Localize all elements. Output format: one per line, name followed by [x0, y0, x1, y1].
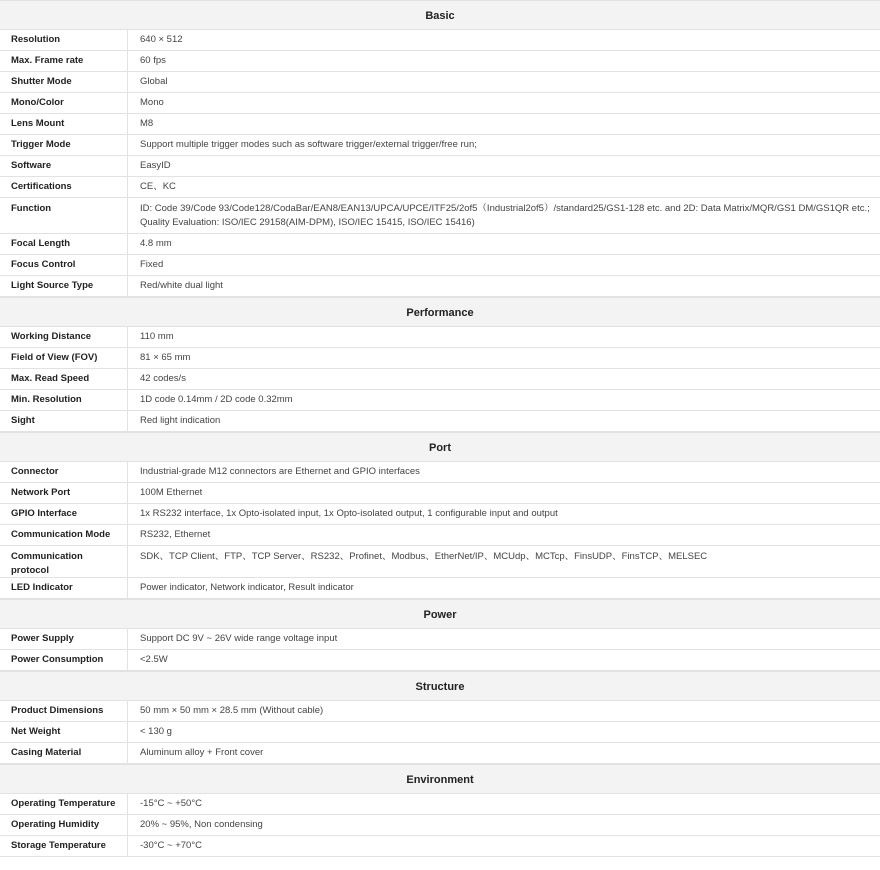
spec-value: ID: Code 39/Code 93/Code128/CodaBar/EAN8/EAN13/UPCA/UPCE/ITF25/2of5（Industrial2of5）/standard25/GS1-128 etc. and 2D: Data Matrix/MQR/GS1 DM/GS1QR etc.; Quality Evaluation: ISO/IEC 29158(AIM-DPM), ISO/IEC 15415, ISO/IEC 15416)	[140, 203, 870, 228]
spec-value: CE、KC	[140, 181, 176, 192]
table-row	[0, 327, 880, 348]
spec-value: Industrial-grade M12 connectors are Ethernet and GPIO interfaces	[140, 466, 420, 477]
section-header-power: Power	[0, 599, 880, 629]
table-row	[0, 743, 880, 764]
table-row	[0, 411, 880, 432]
spec-value: < 130 g	[140, 726, 172, 737]
spec-value: EasyID	[140, 160, 171, 171]
spec-value: -30°C ~ +70°C	[140, 840, 202, 851]
table-row	[0, 255, 880, 276]
spec-value: -15°C ~ +50°C	[140, 798, 202, 809]
spec-label: Sight	[0, 411, 128, 431]
table-row	[0, 30, 880, 51]
spec-label: Power Consumption	[0, 650, 128, 670]
spec-value: 110 mm	[140, 331, 174, 342]
spec-value: 50 mm × 50 mm × 28.5 mm (Without cable)	[140, 705, 324, 716]
table-row	[0, 722, 880, 743]
spec-value: Red/white dual light	[140, 280, 223, 291]
spec-label: Operating Humidity	[0, 815, 128, 835]
spec-label: Power Supply	[0, 629, 128, 649]
spec-label: Network Port	[0, 483, 128, 503]
spec-value: 1x RS232 interface, 1x Opto-isolated input, 1x Opto-isolated output, 1 configurable input and output	[140, 508, 558, 519]
spec-label: Product Dimensions	[0, 701, 128, 721]
spec-label: Communication protocol	[0, 546, 128, 577]
spec-label: Lens Mount	[0, 114, 128, 134]
spec-label: Field of View (FOV)	[0, 348, 128, 368]
spec-label: Max. Frame rate	[0, 51, 128, 71]
table-row	[0, 390, 880, 411]
section-header-structure: Structure	[0, 671, 880, 701]
table-row	[0, 578, 880, 599]
table-row	[0, 177, 880, 198]
spec-value: 1D code 0.14mm / 2D code 0.32mm	[140, 394, 293, 405]
table-row	[0, 483, 880, 504]
table-row	[0, 629, 880, 650]
spec-label: Communication Mode	[0, 525, 128, 545]
spec-label: Mono/Color	[0, 93, 128, 113]
table-row	[0, 156, 880, 177]
section-header-port: Port	[0, 432, 880, 462]
spec-label: Focus Control	[0, 255, 128, 275]
table-row	[0, 135, 880, 156]
spec-value: 4.8 mm	[140, 238, 172, 249]
table-row	[0, 462, 880, 483]
spec-value: 100M Ethernet	[140, 487, 203, 498]
table-row	[0, 276, 880, 297]
spec-label: Focal Length	[0, 234, 128, 254]
spec-label: Working Distance	[0, 327, 128, 347]
spec-value: Fixed	[140, 259, 164, 270]
spec-label: Min. Resolution	[0, 390, 128, 410]
table-row	[0, 546, 880, 578]
section-header-basic: Basic	[0, 0, 880, 30]
table-row	[0, 72, 880, 93]
spec-value: SDK、TCP Client、FTP、TCP Server、RS232、Profinet、Modbus、EtherNet/IP、MCUdp、MCTcp、FinsUDP、FinsTCP、MELSEC	[140, 551, 708, 562]
spec-value: Global	[140, 76, 168, 87]
table-row	[0, 198, 880, 234]
section-header-performance: Performance	[0, 297, 880, 327]
spec-value: Support DC 9V ~ 26V wide range voltage input	[140, 633, 338, 644]
spec-value: Mono	[140, 97, 164, 108]
spec-label: Software	[0, 156, 128, 176]
spec-label: Certifications	[0, 177, 128, 197]
table-row	[0, 650, 880, 671]
spec-value: Red light indication	[140, 415, 221, 426]
spec-value: 81 × 65 mm	[140, 352, 191, 363]
spec-label: Storage Temperature	[0, 836, 128, 856]
spec-value: 60 fps	[140, 55, 166, 66]
table-row	[0, 114, 880, 135]
spec-label: LED Indicator	[0, 578, 128, 598]
spec-value: Support multiple trigger modes such as software trigger/external trigger/free run;	[140, 139, 477, 150]
section-header-environment: Environment	[0, 764, 880, 794]
spec-value: 20% ~ 95%, Non condensing	[140, 819, 263, 830]
spec-label: Resolution	[0, 30, 128, 50]
spec-value: 42 codes/s	[140, 373, 186, 384]
table-row	[0, 234, 880, 255]
spec-label: Function	[0, 198, 128, 233]
table-row	[0, 815, 880, 836]
spec-value: <2.5W	[140, 654, 168, 665]
spec-label: Operating Temperature	[0, 794, 128, 814]
table-row	[0, 93, 880, 114]
spec-label: Net Weight	[0, 722, 128, 742]
spec-label: Light Source Type	[0, 276, 128, 296]
table-row	[0, 348, 880, 369]
spec-value: RS232, Ethernet	[140, 529, 211, 540]
table-row	[0, 701, 880, 722]
spec-label: Casing Material	[0, 743, 128, 763]
spec-label: Shutter Mode	[0, 72, 128, 92]
spec-value: M8	[140, 118, 154, 129]
table-row	[0, 369, 880, 390]
spec-value: Power indicator, Network indicator, Result indicator	[140, 582, 354, 593]
spec-label: GPIO Interface	[0, 504, 128, 524]
table-row	[0, 794, 880, 815]
spec-label: Max. Read Speed	[0, 369, 128, 389]
table-row	[0, 836, 880, 857]
spec-label: Trigger Mode	[0, 135, 128, 155]
spec-label: Connector	[0, 462, 128, 482]
table-row	[0, 51, 880, 72]
table-row	[0, 504, 880, 525]
table-row	[0, 525, 880, 546]
spec-value: Aluminum alloy + Front cover	[140, 747, 264, 758]
spec-value: 640 × 512	[140, 34, 183, 45]
